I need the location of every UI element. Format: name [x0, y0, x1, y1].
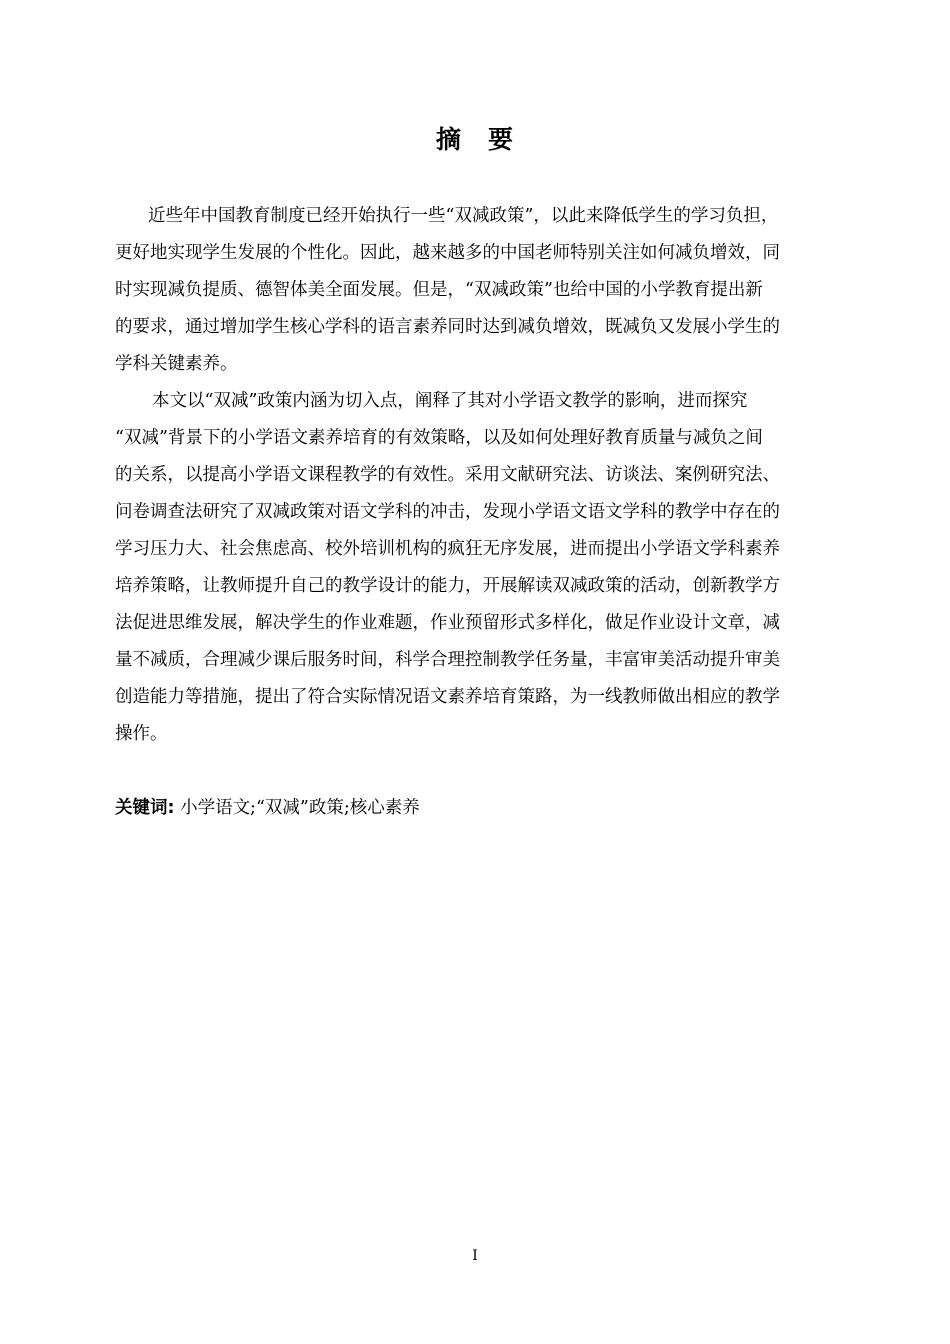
paragraph-line: “双减”背景下的小学语文素养培育的有效策略，以及如何处理好教育质量与减负之间	[115, 428, 763, 448]
keywords-label: 关键词:	[115, 798, 175, 818]
paragraph-line: 的关系，以提高小学语文课程教学的有效性。采用文献研究法、访谈法、案例研究法、	[115, 465, 780, 485]
keywords	[115, 795, 420, 821]
paragraph-line: 本文以“双减”政策内涵为切入点，阐释了其对小学语文教学的影响，进而探究	[152, 391, 748, 411]
paragraph-line: 培养策略，让教师提升自己的教学设计的能力，开展解读双减政策的活动，创新教学方	[115, 576, 780, 596]
paragraph-line: 学科关键素养。	[115, 354, 238, 374]
paragraph-line: 近些年中国教育制度已经开始执行一些“双减政策”，以此来降低学生的学习负担，	[148, 206, 779, 226]
paragraph-line: 时实现减负提质、德智体美全面发展。但是，“双减政策”也给中国的小学教育提出新	[115, 280, 763, 300]
paragraph-line: 操作。	[115, 724, 168, 744]
paragraph-line: 更好地实现学生发展的个性化。因此，越来越多的中国老师特别关注如何减负增效，同	[115, 243, 780, 263]
paragraph-line: 问卷调查法研究了双减政策对语文学科的冲击，发现小学语文语文学科的教学中存在的	[115, 502, 780, 522]
paragraph-line: 创造能力等措施，提出了符合实际情况语文素养培育策路，为一线教师做出相应的教学	[115, 687, 780, 707]
paragraph-line: 学习压力大、社会焦虑高、校外培训机构的疯狂无序发展，进而提出小学语文学科素养	[115, 539, 780, 559]
paragraph-line: 法促进思维发展，解决学生的作业难题，作业预留形式多样化，做足作业设计文章，减	[115, 613, 780, 633]
page-number: I	[472, 1248, 478, 1264]
paragraph-line: 量不减质，合理减少课后服务时间，科学合理控制教学任务量，丰富审美活动提升审美	[115, 650, 780, 670]
page-title: 摘 要	[435, 125, 514, 154]
paragraph-line: 的要求，通过增加学生核心学科的语言素养同时达到减负增效，既减负又发展小学生的	[115, 317, 780, 337]
keywords-value: 小学语文;“双减”政策;核心素养	[174, 798, 420, 818]
